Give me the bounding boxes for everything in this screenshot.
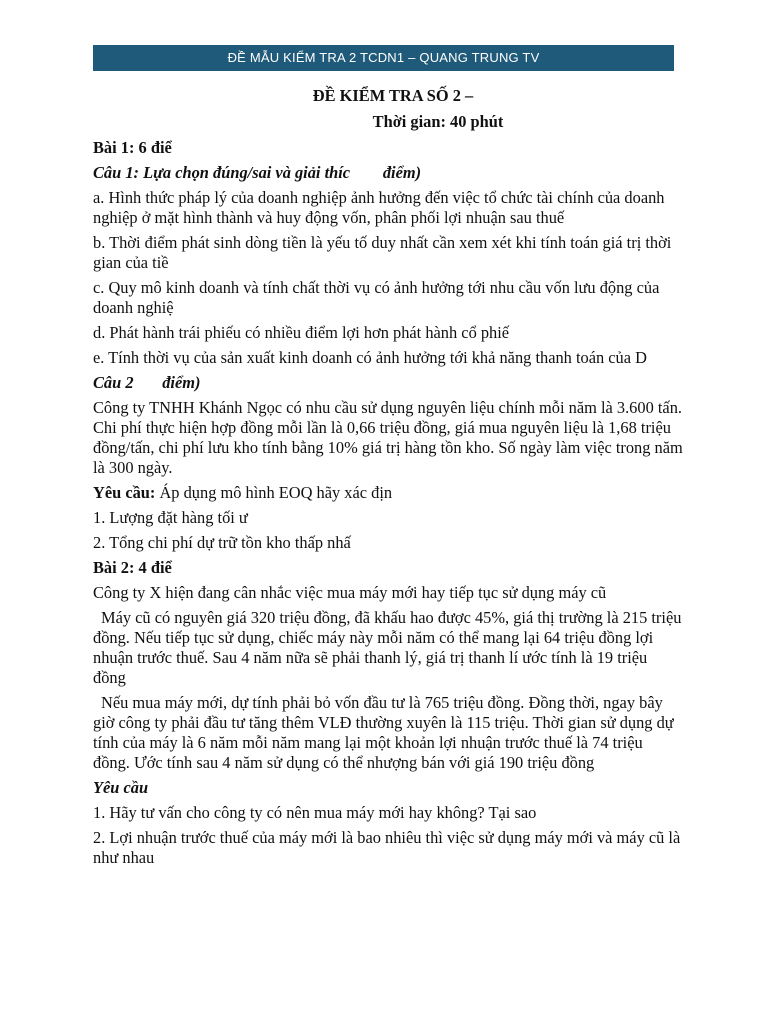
cau2-problem: Công ty TNHH Khánh Ngọc có nhu cầu sử dụng nguyên liệu chính mỗi năm là 3.600 tấn. Chi phí thực hiện hợp đồng mỗi lần là 0,66 triệu đồng, giá mua nguyên liệu là 1,68 triệu đồng/tấn, chi phí lưu kho tính bằng 10% giá trị hàng tồn kho. Số ngày làm việc trong năm là 300 ngày. (93, 398, 683, 477)
bai2-intro: Công ty X hiện đang cân nhắc việc mua máy mới hay tiếp tục sử dụng máy cũ (93, 583, 607, 602)
bai2-req-item-2: 2. Lợi nhuận trước thuế của máy mới là bao nhiêu thì việc sử dụng máy mới và máy cũ là như nhau (93, 828, 681, 867)
bai1-heading: Bài 1: 6 điể (93, 138, 172, 157)
exam-duration: Thời gian: 40 phút (372, 112, 504, 131)
statement-a: a. Hình thức pháp lý của doanh nghiệp ảnh hưởng đến việc tổ chức tài chính của doanh nghiệp ở mặt hình thành và huy động vốn, phân phối lợi nhuận sau thuế (93, 188, 665, 227)
cau2-req-item-2: 2. Tổng chi phí dự trữ tồn kho thấp nhấ (93, 533, 351, 552)
bai2-heading: Bài 2: 4 điể (93, 558, 172, 577)
bai2-req-item-1: 1. Hãy tư vấn cho công ty có nên mua máy mới hay không? Tại sao (93, 803, 537, 822)
exam-title: ĐỀ KIỂM TRA SỐ 2 – (312, 86, 474, 105)
bai2-old-machine: Máy cũ có nguyên giá 320 triệu đồng, đã khấu hao được 45%, giá thị trường là 215 triệu đồng. Nếu tiếp tục sử dụng, chiếc máy này mỗi năm có thể mang lại 64 triệu đồng lợi nhuận trước thuế. Sau 4 năm nữa sẽ phải thanh lý, giá trị thanh lí ước tính là 19 triệu đồng (93, 608, 682, 687)
bai2-requirement-heading: Yêu cầu (93, 778, 149, 797)
cau2-requirement (93, 483, 683, 503)
requirement-text: Áp dụng mô hình EOQ hãy xác địn (155, 483, 393, 502)
document-header-banner: ĐỀ MẪU KIỂM TRA 2 TCDN1 – QUANG TRUNG TV (93, 45, 674, 71)
bai2-new-machine: Nếu mua máy mới, dự tính phải bỏ vốn đầu tư là 765 triệu đồng. Đồng thời, ngay bây giờ công ty phải đầu tư tăng thêm VLĐ thường xuyên là 115 triệu. Thời gian sử dụng dự tính của máy là 6 năm mỗi năm mang lại một khoản lợi nhuận trước thuế là 74 triệu đồng. Ước tính sau 4 năm sử dụng có thể nhượng bán với giá 190 triệu đồng (93, 693, 674, 772)
cau2-req-item-1: 1. Lượng đặt hàng tối ư (93, 508, 248, 527)
statement-e: e. Tính thời vụ của sản xuất kinh doanh có ảnh hưởng tới khả năng thanh toán của D (93, 348, 647, 367)
cau2-heading: Câu 2 điểm) (93, 373, 201, 392)
exam-body (93, 86, 683, 873)
statement-d: d. Phát hành trái phiếu có nhiều điểm lợi hơn phát hành cổ phiế (93, 323, 510, 342)
requirement-label: Yêu cầu: (93, 483, 156, 502)
statement-b: b. Thời điểm phát sinh dòng tiền là yếu tố duy nhất cần xem xét khi tính toán giá trị thời gian của tiề (93, 233, 672, 272)
cau1-heading: Câu 1: Lựa chọn đúng/sai và giải thíc điểm) (93, 163, 422, 182)
statement-c: c. Quy mô kinh doanh và tính chất thời vụ có ảnh hưởng tới nhu cầu vốn lưu động của doanh nghiệ (93, 278, 660, 317)
